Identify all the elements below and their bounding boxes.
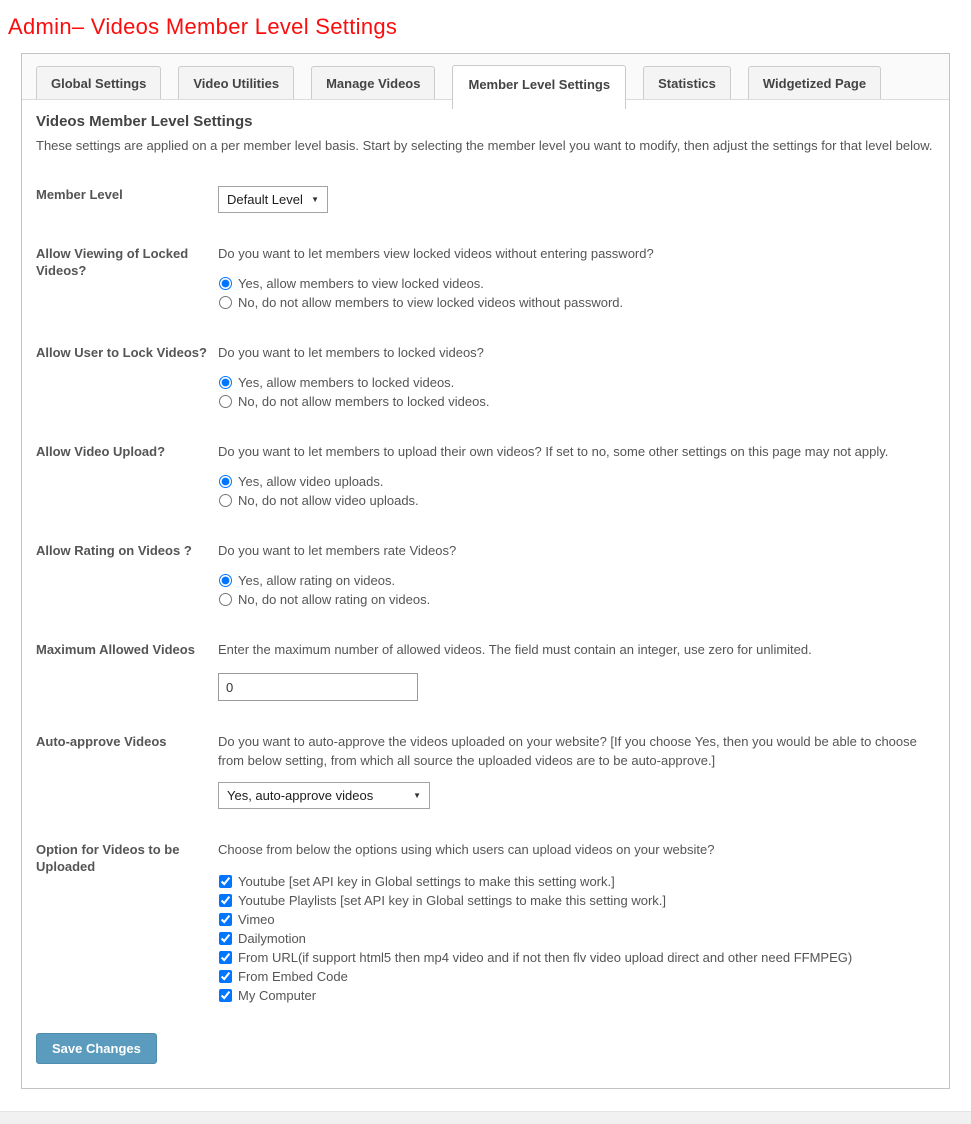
checkbox-input[interactable] (219, 970, 232, 983)
member-level-select[interactable] (218, 186, 328, 213)
radio-input[interactable] (219, 574, 232, 587)
auto-approve-select-value: Yes, auto-approve videos (227, 788, 374, 803)
setting-row-auto-approve (36, 732, 933, 809)
settings-panel (21, 53, 950, 1089)
tab-statistics[interactable]: Statistics (643, 66, 731, 99)
page-title: Admin– Videos Member Level Settings (8, 14, 398, 39)
checkbox-input[interactable] (219, 913, 232, 926)
setting-row-allow-rating (36, 541, 933, 609)
setting-row-upload-options (36, 840, 933, 1005)
tab-bar (22, 54, 949, 100)
radio-option-allow-upload-yes[interactable] (218, 472, 933, 491)
radio-input[interactable] (219, 475, 232, 488)
tab-member-level-settings[interactable]: Member Level Settings (452, 65, 626, 109)
setting-label: Member Level (36, 187, 123, 202)
checkbox-option-my-computer[interactable] (218, 986, 933, 1005)
setting-question: Do you want to let members rate Videos? (218, 543, 457, 558)
setting-label: Allow User to Lock Videos? (36, 345, 207, 360)
radio-label: No, do not allow rating on videos. (238, 592, 431, 607)
save-changes-button[interactable]: Save Changes (36, 1033, 157, 1064)
tab-global-settings[interactable]: Global Settings (36, 66, 161, 99)
setting-question: Choose from below the options using which users can upload videos on your website? (218, 842, 715, 857)
checkbox-input[interactable] (219, 932, 232, 945)
radio-input[interactable] (219, 494, 232, 507)
checkbox-option-from-url[interactable] (218, 948, 933, 967)
checkbox-option-dailymotion[interactable] (218, 929, 933, 948)
setting-question: Do you want to auto-approve the videos uploaded on your website? [If you choose Yes, then you would be able to choose from below setting, from which all source the uploaded videos are to be auto-approve.] (218, 734, 917, 768)
radio-option-allow-viewing-yes[interactable] (218, 274, 933, 293)
setting-question: Enter the maximum number of allowed videos. The field must contain an integer, use zero for unlimited. (218, 642, 812, 657)
setting-label: Auto-approve Videos (36, 734, 167, 749)
radio-input[interactable] (219, 296, 232, 309)
section-heading: Videos Member Level Settings (36, 113, 253, 130)
radio-input[interactable] (219, 395, 232, 408)
setting-row-allow-lock (36, 343, 933, 411)
bottom-band (0, 1111, 971, 1124)
tab-video-utilities[interactable]: Video Utilities (178, 66, 294, 99)
radio-option-allow-viewing-no[interactable] (218, 293, 933, 312)
radio-input[interactable] (219, 277, 232, 290)
setting-label: Option for Videos to be Uploaded (36, 842, 180, 874)
checkbox-label: My Computer (238, 988, 317, 1003)
setting-row-member-level (36, 185, 933, 213)
chevron-down-icon: ▼ (311, 195, 319, 204)
member-level-select-value: Default Level (227, 192, 303, 207)
checkbox-option-youtube[interactable] (218, 872, 933, 891)
setting-question: Do you want to let members to locked videos? (218, 345, 484, 360)
tab-content (22, 100, 949, 1088)
radio-label: No, do not allow video uploads. (238, 493, 419, 508)
max-videos-input[interactable] (218, 673, 418, 701)
checkbox-label: Dailymotion (238, 931, 306, 946)
radio-group-allow-viewing (218, 274, 933, 312)
setting-label: Allow Viewing of Locked Videos? (36, 246, 189, 278)
radio-group-allow-upload (218, 472, 933, 510)
setting-label: Allow Video Upload? (36, 444, 166, 459)
setting-label: Allow Rating on Videos ? (36, 543, 192, 558)
radio-label: Yes, allow video uploads. (238, 474, 384, 489)
tab-manage-videos[interactable]: Manage Videos (311, 66, 435, 99)
radio-option-allow-rating-no[interactable] (218, 590, 933, 609)
checkbox-label: Youtube [set API key in Global settings to make this setting work.] (238, 874, 615, 889)
checkbox-label: Vimeo (238, 912, 275, 927)
radio-option-allow-lock-no[interactable] (218, 392, 933, 411)
radio-option-allow-rating-yes[interactable] (218, 571, 933, 590)
radio-label: Yes, allow rating on videos. (238, 573, 396, 588)
checkbox-input[interactable] (219, 875, 232, 888)
setting-question: Do you want to let members to upload their own videos? If set to no, some other settings on this page may not apply. (218, 444, 889, 459)
setting-question: Do you want to let members view locked videos without entering password? (218, 246, 654, 261)
checkbox-option-vimeo[interactable] (218, 910, 933, 929)
tab-widgetized-page[interactable]: Widgetized Page (748, 66, 881, 99)
checkbox-group-upload-options (218, 872, 933, 1005)
checkbox-input[interactable] (219, 951, 232, 964)
checkbox-label: From Embed Code (238, 969, 348, 984)
checkbox-label: Youtube Playlists [set API key in Global settings to make this setting work.] (238, 893, 667, 908)
setting-label: Maximum Allowed Videos (36, 642, 195, 657)
setting-row-allow-viewing (36, 244, 933, 312)
chevron-down-icon: ▼ (413, 791, 421, 800)
radio-label: Yes, allow members to locked videos. (238, 375, 455, 390)
radio-group-allow-rating (218, 571, 933, 609)
radio-label: No, do not allow members to locked videos. (238, 394, 490, 409)
radio-label: Yes, allow members to view locked videos. (238, 276, 484, 291)
checkbox-input[interactable] (219, 989, 232, 1002)
radio-input[interactable] (219, 593, 232, 606)
auto-approve-select[interactable] (218, 782, 430, 809)
setting-row-max-videos (36, 640, 933, 701)
section-intro: These settings are applied on a per member level basis. Start by selecting the member level you want to modify, then adjust the settings for that level below. (36, 138, 933, 153)
radio-option-allow-upload-no[interactable] (218, 491, 933, 510)
checkbox-option-youtube-playlists[interactable] (218, 891, 933, 910)
checkbox-option-from-embed-code[interactable] (218, 967, 933, 986)
checkbox-input[interactable] (219, 894, 232, 907)
radio-group-allow-lock (218, 373, 933, 411)
radio-input[interactable] (219, 376, 232, 389)
radio-option-allow-lock-yes[interactable] (218, 373, 933, 392)
radio-label: No, do not allow members to view locked videos without password. (238, 295, 624, 310)
setting-row-allow-upload (36, 442, 933, 510)
checkbox-label: From URL(if support html5 then mp4 video and if not then flv video upload direct and other need FFMPEG) (238, 950, 853, 965)
